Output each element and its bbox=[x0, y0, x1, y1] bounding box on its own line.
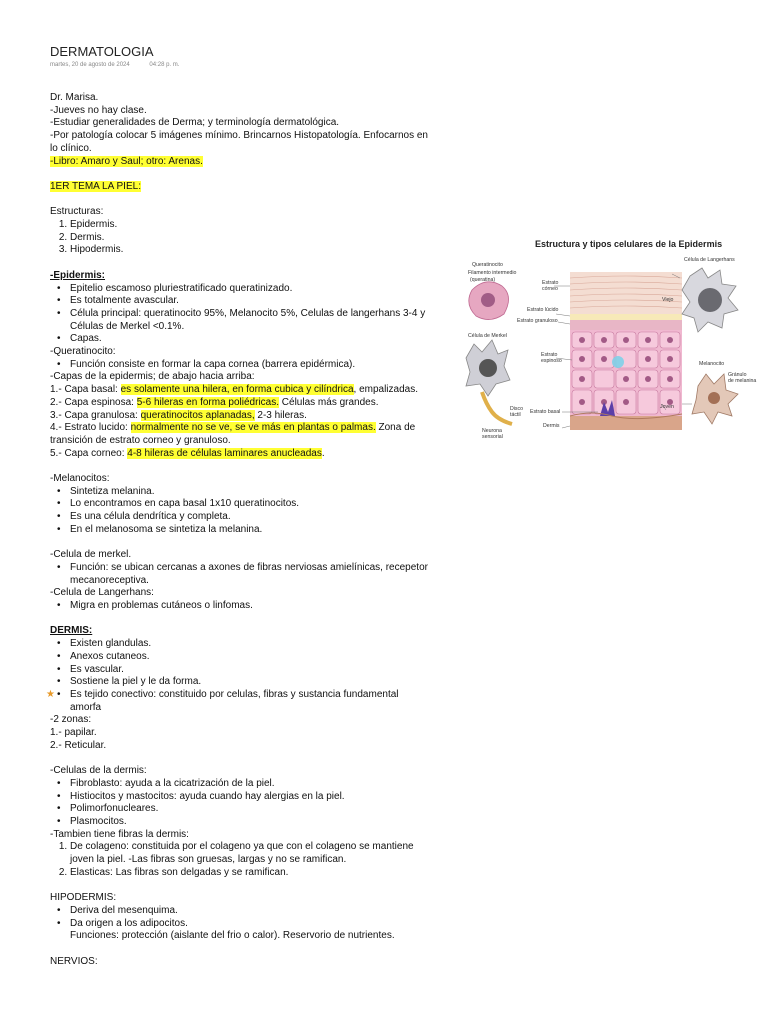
list-item: • Función: se ubican cercanas a axones de fibras nerviosas amielínicas, recepetor mecanoreceptiva. bbox=[66, 562, 430, 587]
list-item: 1. Epidermis. bbox=[70, 219, 430, 232]
fibers-label: -Tambien tiene fibras la dermis: bbox=[50, 828, 189, 840]
stratum-lucidum bbox=[570, 314, 682, 320]
keratinocyte-label: -Queratinocito: bbox=[50, 346, 116, 358]
label-espinoso-line1: Estrato bbox=[541, 352, 558, 358]
label-granuloso: Estrato granuloso bbox=[517, 318, 558, 324]
figure-title: Estructura y tipos celulares de la Epidermis bbox=[535, 239, 723, 249]
dermis-heading bbox=[50, 625, 430, 638]
langerhans-cell-in-tissue bbox=[612, 356, 624, 368]
topic-highlight: 1ER TEMA LA PIEL: bbox=[50, 180, 141, 192]
layer-highlight: 4-8 hileras de células laminares anucleadas bbox=[127, 447, 322, 459]
layer-suffix: Células más grandes. bbox=[279, 396, 379, 408]
note-time: 04:28 p. m. bbox=[149, 62, 180, 68]
melanocytes-list bbox=[50, 486, 430, 537]
label-granulo-line2: de melanina bbox=[728, 378, 757, 384]
label-corneo-line1: Estrato bbox=[542, 280, 559, 286]
hypodermis-functions: Funciones: protección (aislante del frio o calor). Reservorio de nutrientes. bbox=[70, 930, 395, 942]
zones-label: -2 zonas: bbox=[50, 714, 92, 726]
list-item bbox=[46, 688, 430, 714]
label-basal: Estrato basal bbox=[530, 409, 561, 415]
label-queratinocito: Queratinocito bbox=[472, 262, 503, 268]
label-disco-line1: Disco bbox=[510, 406, 523, 412]
intro-line: -Estudiar generalidades de Derma; y terminología dermatológica. bbox=[50, 117, 340, 129]
list-item: • Migra en problemas cutáneos o linfomas. bbox=[66, 600, 430, 613]
list-item: • Función consiste en formar la capa cornea (barrera epidérmica). bbox=[66, 359, 430, 372]
list-item: 2. Dermis. bbox=[70, 232, 430, 245]
keratinocyte-cell bbox=[469, 282, 509, 320]
label-merkel: Célula de Merkel bbox=[468, 333, 507, 339]
langerhans-heading: -Celula de Langerhans: bbox=[50, 587, 154, 599]
list-item: • Deriva del mesenquima. bbox=[66, 905, 430, 918]
langerhans-cell bbox=[682, 268, 738, 332]
merkel-heading: -Celula de merkel. bbox=[50, 549, 132, 561]
dermis-heading-text: DERMIS: bbox=[50, 625, 93, 637]
fibers-list bbox=[50, 841, 430, 879]
list-item: • Fibroblasto: ayuda a la cicatrización de la piel. bbox=[66, 778, 430, 791]
note-metadata bbox=[50, 62, 197, 68]
layer-corneo bbox=[50, 448, 430, 461]
stratum-granulosum bbox=[570, 320, 682, 330]
layer-prefix: 2.- Capa espinosa: bbox=[50, 396, 137, 408]
list-item: • Lo encontramos en capa basal 1x10 queratinocitos. bbox=[66, 498, 430, 511]
label-neurona-line2: sensorial bbox=[482, 434, 503, 440]
epidermis-heading bbox=[50, 270, 430, 283]
list-item: • Epitelio escamoso pluriestratificado queratinizado. bbox=[66, 283, 430, 296]
label-neurona-line1: Neurona bbox=[482, 428, 502, 434]
topic-line bbox=[50, 181, 430, 194]
list-item: • Polimorfonucleares. bbox=[66, 803, 430, 816]
list-item: • Es totalmente avascular. bbox=[66, 295, 430, 308]
layer-lucido bbox=[50, 422, 430, 447]
label-disco-line2: táctil bbox=[510, 412, 521, 418]
intro-line: -Jueves no hay clase. bbox=[50, 104, 147, 116]
label-corneo-line2: córneo bbox=[542, 286, 558, 292]
list-item: • Anexos cutaneos. bbox=[66, 651, 430, 664]
book-line bbox=[50, 156, 430, 169]
list-item: • Sintetiza melanina. bbox=[66, 486, 430, 499]
list-item: • Capas. bbox=[66, 333, 430, 346]
label-viejo: Viejo bbox=[662, 297, 674, 303]
list-item: • En el melanosoma se sintetiza la melanina. bbox=[66, 524, 430, 537]
layer-prefix: 5.- Capa corneo: bbox=[50, 447, 128, 459]
intro-line: -Por patología colocar 5 imágenes mínimo. Brincarnos Histopatología. Enfocarnos en lo clínico. bbox=[50, 130, 428, 154]
list-item: • Plasmocitos. bbox=[66, 816, 430, 829]
layer-highlight: es solamente una hilera, en forma cubica y cilíndrica bbox=[120, 384, 354, 396]
list-item: • Da origen a los adipocitos. bbox=[66, 918, 430, 931]
langerhans-list bbox=[50, 600, 430, 613]
layer-highlight: 5-6 hileras en forma poliédricas. bbox=[136, 396, 280, 408]
label-neurona bbox=[482, 428, 503, 440]
epidermis-heading-text: -Epidermis: bbox=[50, 269, 106, 281]
merkel-list bbox=[50, 562, 430, 587]
list-item: 1. De colageno: constituida por el colageno ya que con el colageno se mantiene joven la piel. -Las fibras son gruesas, largas y no se ramifican. bbox=[70, 841, 430, 866]
keratinocyte-list bbox=[50, 359, 430, 372]
merkel-cell bbox=[466, 340, 512, 424]
list-item: 3. Hipodermis. bbox=[70, 244, 430, 257]
label-dermis: Dermis bbox=[543, 423, 560, 429]
label-langerhans: Célula de Langerhans bbox=[684, 257, 735, 263]
layer-suffix: . bbox=[321, 447, 325, 459]
note-body[interactable] bbox=[46, 92, 430, 968]
epidermis-list bbox=[50, 283, 430, 347]
star-icon: • ★ bbox=[46, 688, 55, 700]
layer-basal bbox=[50, 384, 430, 397]
layer-suffix: 2-3 hileras. bbox=[254, 409, 307, 421]
layer-prefix: 3.- Capa granulosa: bbox=[50, 409, 141, 421]
structures-list bbox=[50, 219, 430, 257]
label-lucido: Estrato lúcido bbox=[527, 307, 559, 313]
dermis-list bbox=[46, 638, 430, 714]
label-espinoso-line2: espinoso bbox=[541, 358, 562, 364]
zone-line: 2.- Reticular. bbox=[50, 739, 107, 751]
nerves-heading: NERVIOS: bbox=[50, 955, 98, 967]
label-disco bbox=[510, 406, 523, 418]
list-item: • Existen glandulas. bbox=[66, 638, 430, 651]
dermis-cells-list bbox=[50, 778, 430, 829]
layer-prefix: 1.- Capa basal: bbox=[50, 384, 121, 396]
list-item: • Sostiene la piel y le da forma. bbox=[66, 676, 430, 689]
label-queratina: (queratina) bbox=[470, 277, 496, 283]
note-date: martes, 20 de agosto de 2024 bbox=[50, 62, 130, 68]
label-granulo-line1: Gránulo bbox=[728, 372, 747, 378]
layer-highlight: queratinocitos aplanadas, bbox=[140, 409, 255, 421]
layer-granulosa bbox=[50, 410, 430, 423]
list-item-text: Es tejido conectivo: constituido por celulas, fibras y sustancia fundamental amorfa bbox=[70, 688, 399, 713]
list-item: • Es una célula dendrítica y completa. bbox=[66, 511, 430, 524]
intro-line: Dr. Marisa. bbox=[50, 92, 99, 103]
label-espinoso bbox=[541, 352, 562, 364]
list-item: • Histiocitos y mastocitos: ayuda cuando hay alergias en la piel. bbox=[66, 791, 430, 804]
stratum-corneum bbox=[570, 272, 682, 314]
layer-suffix: Zona de transición de estrato corneo y granuloso. bbox=[50, 422, 416, 446]
layer-espinosa bbox=[50, 397, 430, 410]
melanocytes-heading: -Melanocitos: bbox=[50, 473, 110, 485]
label-granulo bbox=[728, 372, 756, 384]
hypodermis-list bbox=[50, 905, 430, 930]
dermis-cells-label: -Celulas de la dermis: bbox=[50, 765, 147, 777]
label-filamento: Filamento intermedio bbox=[468, 270, 517, 276]
book-highlight: -Libro: Amaro y Saul; otro: Arenas. bbox=[50, 155, 203, 167]
zone-line: 1.- papilar. bbox=[50, 727, 97, 739]
label-joven: Joven bbox=[660, 404, 674, 410]
layer-suffix: , empalizadas. bbox=[353, 384, 418, 396]
structures-label: Estructuras: bbox=[50, 206, 104, 218]
list-item: • Es vascular. bbox=[66, 664, 430, 677]
layer-prefix: 4.- Estrato lucido: bbox=[50, 422, 131, 434]
list-item: 2. Elasticas: Las fibras son delgadas y se ramifican. bbox=[70, 867, 430, 880]
label-corneo bbox=[542, 280, 558, 292]
hypodermis-heading: HIPODERMIS: bbox=[50, 892, 117, 904]
label-melanocito: Melanocito bbox=[699, 361, 725, 367]
layer-highlight: normalmente no se ve, se ve más en plantas o palmas. bbox=[130, 422, 376, 434]
page-title: DERMATOLOGIA bbox=[50, 44, 154, 59]
layers-label: -Capas de la epidermis; de abajo hacia arriba: bbox=[50, 371, 255, 383]
list-item: • Célula principal: queratinocito 95%, Melanocito 5%, Celulas de langerhans 3-4 y Células de Merkel <0.1%. bbox=[66, 308, 430, 333]
